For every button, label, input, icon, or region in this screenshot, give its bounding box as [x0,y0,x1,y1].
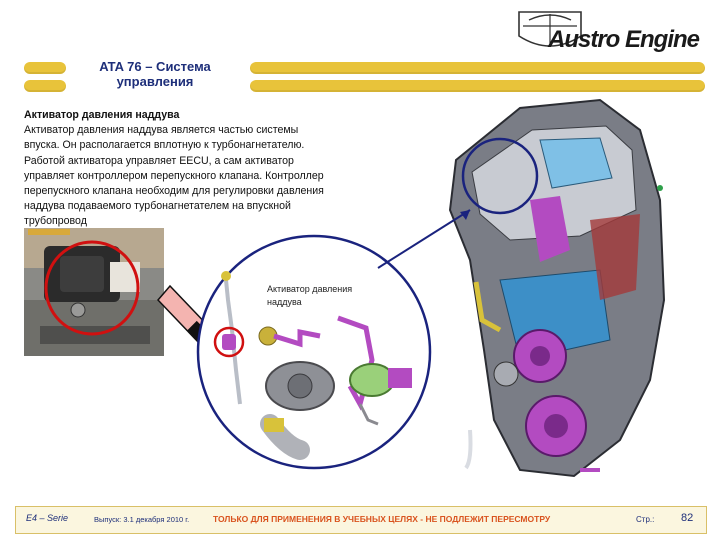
footer [15,506,707,534]
callout-line1: Активатор давления [267,284,353,294]
description-heading: Активатор давления наддува [24,109,180,121]
footer-series: E4 – Serie [26,513,69,523]
description-line: наддува подаваемого турбонагнетателем на впускной [24,200,291,213]
footer-issue-date: Выпуск: 3.1 декабря 2010 г. [94,515,190,524]
footer-notice: ТОЛЬКО ДЛЯ ПРИМЕНЕНИЯ В УЧЕБНЫХ ЦЕЛЯХ - НЕ ПОДЛЕЖИТ ПЕРЕСМОТРУ [213,514,551,524]
description-line: Активатор давления наддува является частью системы [24,124,299,137]
pointer-line [378,210,470,268]
callout-line2: наддува [267,297,302,307]
logo-text: Austro Engine [548,26,700,53]
footer-page-number: 82 [681,512,694,524]
description-line: впуска. Он располагается вплотную к турбонагнетателю. [24,139,305,152]
description-line: Работой активатора управляет EECU, а сам активатор [24,154,294,167]
page-title-line2: управления [116,74,194,89]
description-line: управляет контроллером перепускного клапана. Контроллер [24,169,324,182]
actuator-callout [267,283,387,309]
footer-page-label: Стр.: [636,515,655,524]
actuator-photo [24,228,164,356]
description-line: трубопровод [24,215,87,228]
page-title-line1: ATA 76 – Система [99,59,211,74]
engine-illustration [450,100,664,476]
description-line: перепускного клапана необходим для регулировки давления [24,185,324,198]
